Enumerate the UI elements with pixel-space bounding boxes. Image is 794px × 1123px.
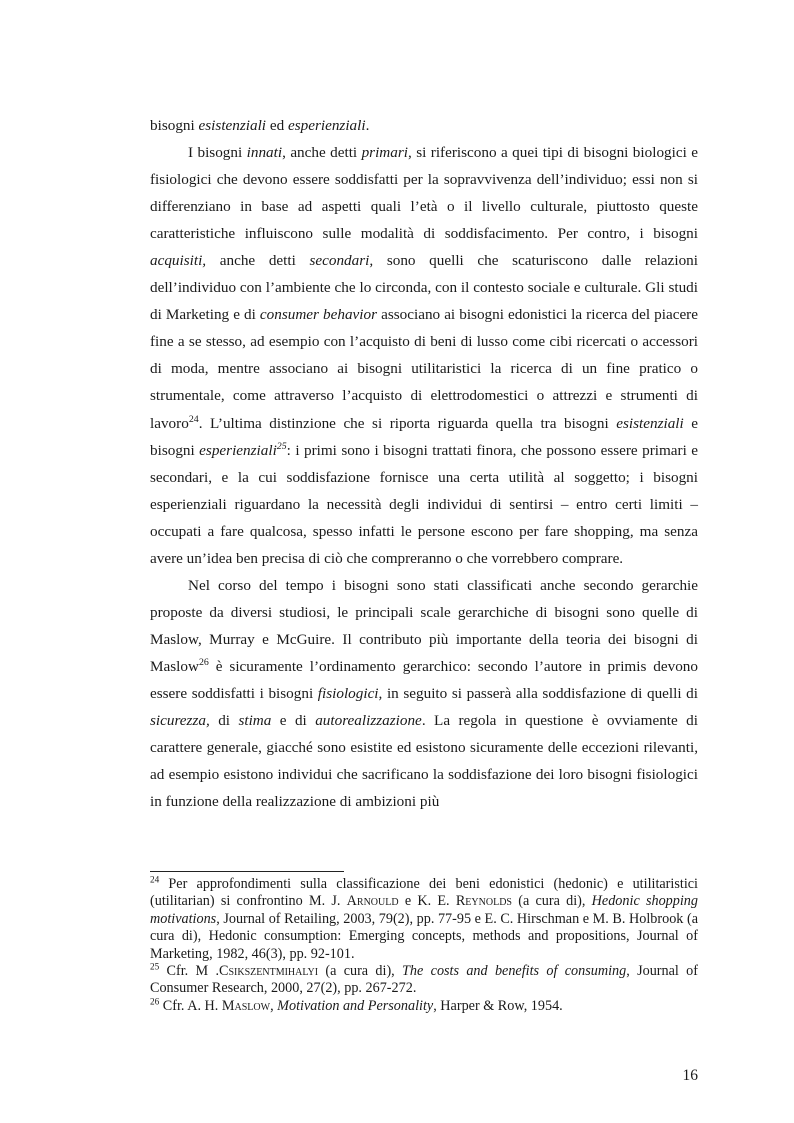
text-run: .: [365, 117, 370, 134]
text-run: Nel corso del tempo i bisogni sono stati classificati anche secondo gerarchie proposte da diversi studiosi, le principali scale gerarchiche di bisogni sono quelle di Maslow, Murray e McGuire. Il contributo più importante della teoria dei bisogni di Maslow: [150, 576, 698, 675]
italic-text: esperienziali: [287, 117, 366, 134]
italic-text: sicurezza,: [150, 712, 210, 730]
text-run: di: [209, 712, 239, 730]
author-name: Arnould: [346, 893, 399, 910]
text-run: , Journal of Retailing, 2003, 79(2), pp. 77-95 e E. C. Hirschman e M. B. Holbrook (a cura di), Hedonic consumption: Emerging concepts, methods and propositions, Journal of Marketing, 1982, 46(3), pp. 92-101.: [150, 910, 698, 962]
footnote-ref: 24: [188, 413, 199, 425]
text-run: . L’ultima distinzione che si riporta riguarda quella tra bisogni: [198, 414, 617, 432]
italic-text: fisiologici,: [317, 684, 383, 702]
text-run: in seguito si passerà alla soddisfazione di quelli di: [382, 684, 698, 702]
italic-text: acquisiti,: [150, 252, 207, 270]
italic-text: autorealizzazione: [315, 712, 422, 730]
text-run: : i primi sono i bisogni trattati finora, che possono essere primari e secondari, e la cui soddisfazione fornisce una certa utilità al soggetto; i bisogni esperienziali riguardano la necessità degli individui di sentirsi – entro certi limiti – occupati a fare qualcosa, spesso infatti le persone escono per fare shopping, ma senza avere un’idea ben precisa di ciò che compreranno o che vorrebbero comprare.: [150, 441, 698, 567]
footnote-ref: 25: [150, 961, 160, 972]
footnote-ref: 25: [276, 440, 287, 452]
author-name: Maslow: [221, 997, 271, 1014]
author-name: Csikszentmihalyi: [219, 963, 319, 980]
italic-text: consumer behavior: [259, 306, 378, 324]
text-run: e bisogni: [150, 414, 698, 459]
italic-text: innati: [246, 144, 283, 162]
italic-text: secondari,: [309, 252, 374, 270]
text-run: , anche detti: [282, 144, 362, 162]
text-run: . La regola in questione è ovviamente di carattere generale, giacché sono esistite ed esistono sicuramente delle eccezioni rilevanti, ad esempio esistono individui che sacrificano la soddisfazione dei loro bisogni fisiologici in funzione della realizzazione di ambizioni più: [150, 712, 698, 811]
text-run: (a cura di),: [318, 963, 403, 980]
text-run: Cfr. A. H.: [159, 997, 222, 1014]
italic-text: esistenziali: [198, 117, 267, 134]
paragraph-needs-hierarchy: [150, 572, 698, 815]
paragraph-needs-classification: [150, 139, 698, 572]
italic-text: The costs and benefits of consuming: [402, 963, 627, 980]
footnote-24: [150, 876, 698, 963]
footnote-ref: 26: [150, 996, 160, 1007]
footnote-26: [150, 998, 698, 1015]
author-name: Reynolds: [455, 893, 512, 910]
italic-text: primari: [361, 144, 408, 162]
text-run: e K. E.: [398, 893, 456, 910]
paragraph-continuation: [150, 112, 698, 139]
page-number: 16: [682, 1067, 698, 1084]
footnote-25: [150, 963, 698, 998]
footnote-ref: 26: [198, 656, 209, 668]
footnotes: [150, 876, 698, 1015]
footnote-separator: [150, 871, 344, 872]
text-run: (a cura di),: [511, 893, 592, 910]
text-run: è sicuramente l’ordinamento gerarchico: secondo l’autore in primis devono essere soddisfatti i bisogni: [150, 657, 698, 702]
body-text: [150, 112, 698, 815]
text-run: I bisogni: [188, 144, 247, 162]
text-run: , Journal of Consumer Research, 2000, 27(2), pp. 267-272.: [150, 963, 698, 997]
text-run: e di: [271, 712, 316, 730]
text-run: Per approfondimenti sulla classificazione dei beni edonistici (hedonic) e utilitaristici (utilitarian) si confrontino M. J.: [150, 876, 698, 910]
text-run: ed: [266, 117, 288, 134]
text-run: associano ai bisogni edonistici la ricerca del piacere fine a se stesso, ad esempio con l’acquisto di beni di lusso come cibi ricercati o accessori di moda, mentre associano ai bisogni utilitaristici la ricerca di un fine pratico o strumentale, come attraverso l’acquisto di elettrodomestici o attrezzi e strumenti di lavoro: [150, 306, 698, 432]
text-run: Cfr. M .: [159, 963, 220, 980]
italic-text: esperienziali: [199, 441, 277, 459]
italic-text: Hedonic shopping motivations: [150, 893, 698, 927]
text-run: , si riferiscono a quei tipi di bisogni biologici e fisiologici che devono essere soddisfatti per la sopravvivenza dell’individuo; essi non si differenziano in base ad aspetti quali l’età o il livello culturale, piuttosto queste caratteristiche influiscono sulle modalità di soddisfacimento. Per contro, i bisogni: [150, 144, 698, 243]
footnote-ref: 24: [150, 874, 160, 885]
italic-text: esistenziali: [616, 414, 684, 432]
text-run: anche detti: [206, 252, 310, 270]
italic-text: Motivation and Personality: [277, 997, 434, 1014]
text-run: , Harper & Row, 1954.: [433, 997, 563, 1014]
text-run: bisogni: [150, 117, 199, 134]
text-run: sono quelli che scaturiscono dalle relazioni dell’individuo con l’ambiente che lo circonda, con il contesto sociale e culturale. Gli studi di Marketing e di: [150, 252, 698, 324]
text-run: ,: [270, 997, 278, 1014]
italic-text: stima: [238, 712, 272, 730]
